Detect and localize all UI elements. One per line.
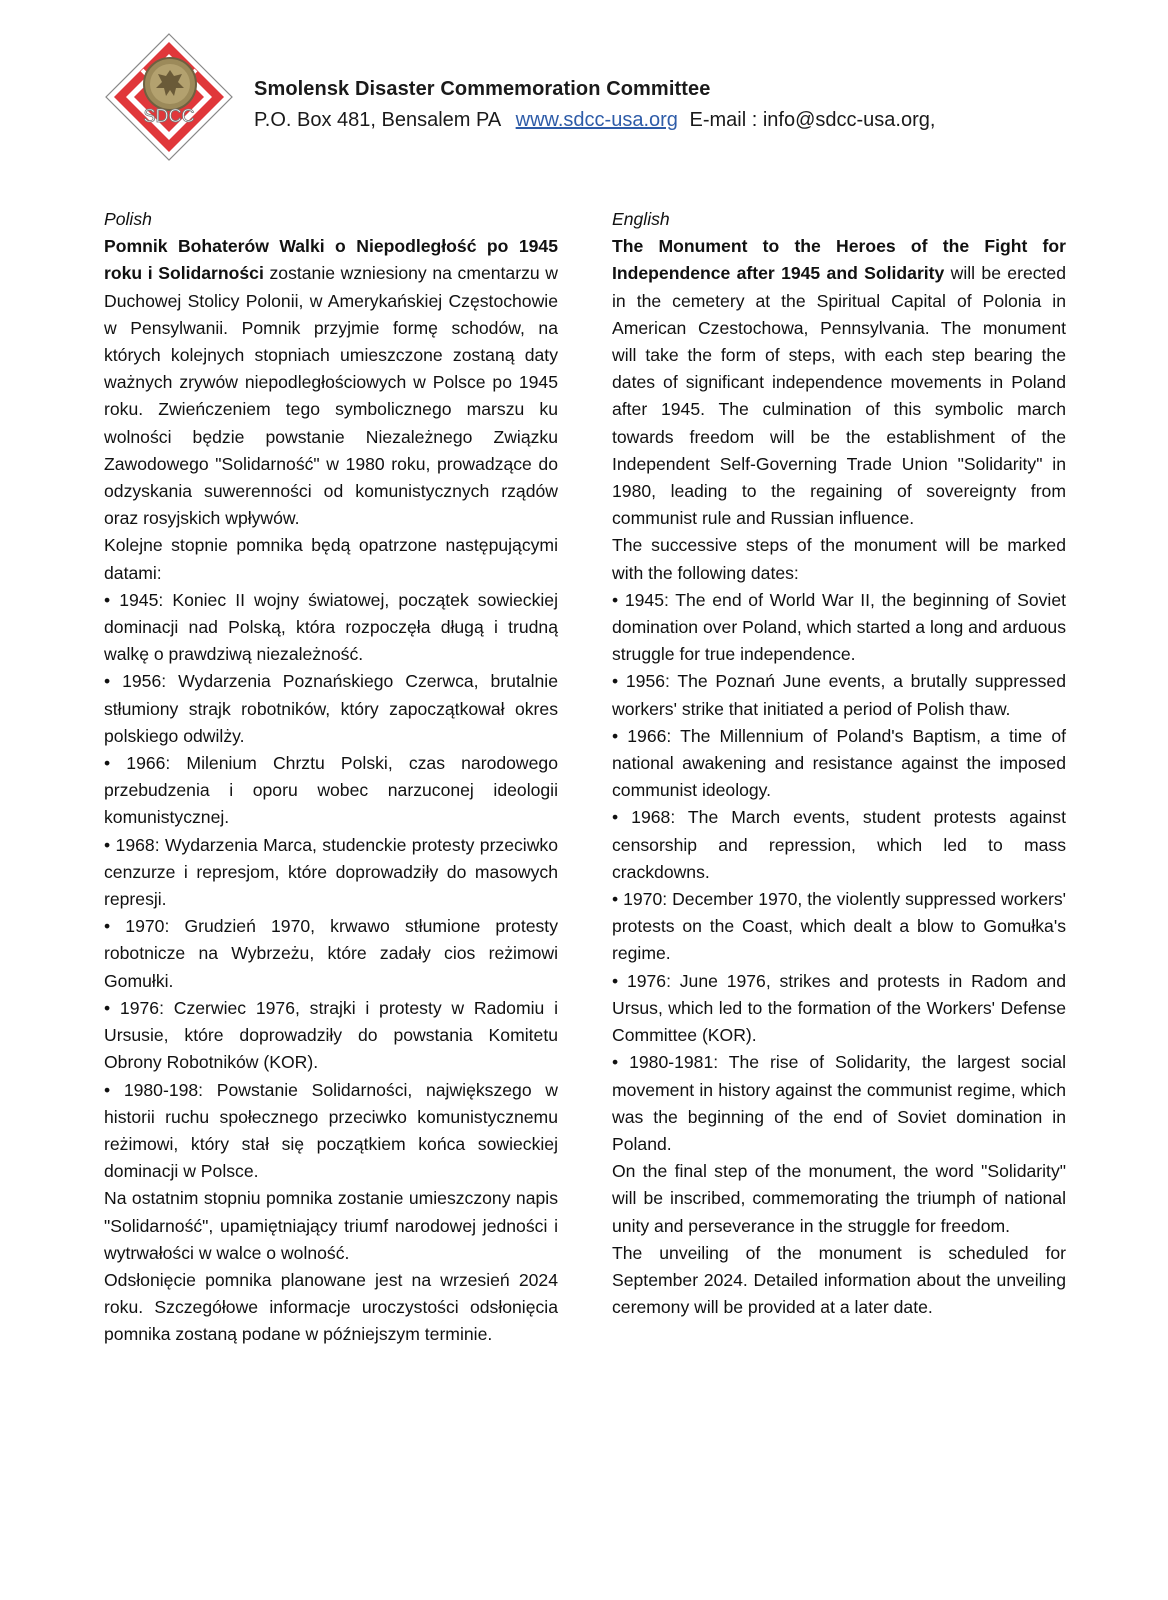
org-contact: [254, 109, 935, 132]
logo-text: SDCC: [143, 106, 195, 126]
polish-column: [104, 206, 558, 1349]
list-item: • 1966: Milenium Chrztu Polski, czas narodowego przebudzenia i oporu wobec narzuconej ideologii komunistycznej.: [104, 753, 558, 828]
language-label: Polish: [104, 209, 152, 229]
monument-title: Pomnik Bohaterów Walki o Niepodległość po 1945 roku i Solidarności: [104, 236, 558, 284]
unveiling-paragraph: Odsłonięcie pomnika planowane jest na wrzesień 2024 roku. Szczegółowe informacje uroczystości odsłonięcia pomnika zostaną podane w późniejszym terminie.: [104, 1269, 558, 1345]
sdcc-logo: [104, 32, 234, 162]
intro-paragraph: [104, 233, 558, 532]
final-step-paragraph: Na ostatnim stopniu pomnika zostanie umieszczony napis "Solidarność", upamiętniający triumf narodowej jedności i wytrwałości w walce o wolność.: [104, 1188, 558, 1263]
intro-text: zostanie wzniesiony na cmentarzu w Duchowej Stolicy Polonii, w Amerykańskiej Częstochowie w Pensylwanii. Pomnik przyjmie formę schodów, na których kolejnych stopniach umieszczone zostaną daty ważnych zrywów niepodległościowych w Polsce po 1945 roku. Zwieńczeniem tego symbolicznego marszu ku wolności będzie powstanie Niezależnego Związku Zawodowego "Solidarność" w 1980 roku, prowadzące do odzyskania suwerenności od komunistycznych rządów oraz rosyjskich wpływów.: [104, 263, 558, 529]
email-address: E-mail : info@sdcc-usa.org,: [689, 109, 936, 131]
intro-paragraph: [612, 233, 1066, 532]
list-item: • 1956: Wydarzenia Poznańskiego Czerwca, brutalnie stłumiony strajk robotników, który zapoczątkował okres polskiego odwilży.: [104, 671, 558, 746]
postal-address: P.O. Box 481, Bensalem PA: [254, 109, 501, 131]
list-item: • 1956: The Poznań June events, a brutally suppressed workers' strike that initiated a period of Polish thaw.: [612, 671, 1066, 719]
list-item: • 1970: Grudzień 1970, krwawo stłumione protesty robotnicze na Wybrzeżu, które zadały cios reżimowi Gomułki.: [104, 916, 558, 991]
list-item: • 1968: The March events, student protests against censorship and repression, which led to mass crackdowns.: [612, 807, 1066, 882]
list-item: • 1945: The end of World War II, the beginning of Soviet domination over Poland, which started a long and arduous struggle for true independence.: [612, 589, 1066, 665]
english-column: [612, 206, 1066, 1321]
org-name: Smolensk Disaster Commemoration Committee: [254, 78, 711, 100]
list-item: • 1966: The Millennium of Poland's Baptism, a time of national awakening and resistance against the imposed communist ideology.: [612, 725, 1066, 801]
list-item: • 1970: December 1970, the violently suppressed workers' protests on the Coast, which dealt a blow to Gomułka's regime.: [612, 889, 1066, 964]
list-item: • 1976: June 1976, strikes and protests in Radom and Ursus, which led to the formation of the Workers' Defense Committee (KOR).: [612, 970, 1066, 1046]
final-step-paragraph: On the final step of the monument, the word "Solidarity" will be inscribed, commemorating the triumph of national unity and perseverance in the struggle for freedom.: [612, 1161, 1066, 1236]
language-label: English: [612, 209, 670, 229]
letterhead: [104, 32, 1004, 162]
intro-text: will be erected in the cemetery at the Spiritual Capital of Polonia in American Czestochowa, Pennsylvania. The monument will take the form of steps, with each step bearing the dates of significant independence movements in Poland after 1945. The culmination of this symbolic march towards freedom will be the establishment of the Independent Self-Governing Trade Union "Solidarity" in 1980, leading to the regaining of sovereignty from communist rule and Russian influence.: [612, 263, 1066, 529]
unveiling-paragraph: The unveiling of the monument is scheduled for September 2024. Detailed information about the unveiling ceremony will be provided at a later date.: [612, 1242, 1066, 1318]
list-item: • 1945: Koniec II wojny światowej, początek sowieckiej dominacji nad Polską, która rozpoczęła długą i trudną walkę o prawdziwą niezależność.: [104, 589, 558, 665]
monument-title: The Monument to the Heroes of the Fight for Independence after 1945 and Solidarity: [612, 236, 1066, 284]
steps-intro: The successive steps of the monument will be marked with the following dates:: [612, 535, 1066, 583]
org-info: [254, 78, 935, 132]
list-item: • 1968: Wydarzenia Marca, studenckie protesty przeciwko cenzurze i represjom, które doprowadziły do masowych represji.: [104, 834, 558, 910]
list-item: • 1980-1981: The rise of Solidarity, the largest social movement in history against the communist regime, which was the beginning of the end of Soviet domination in Poland.: [612, 1052, 1066, 1154]
list-item: • 1980-198: Powstanie Solidarności, największego w historii ruchu społecznego przeciwko komunistycznemu reżimowi, który stał się początkiem końca sowieckiej dominacji w Polsce.: [104, 1079, 558, 1182]
steps-intro: Kolejne stopnie pomnika będą opatrzone następującymi datami:: [104, 535, 558, 583]
list-item: • 1976: Czerwiec 1976, strajki i protesty w Radomiu i Ursusie, które doprowadziły do powstania Komitetu Obrony Robotników (KOR).: [104, 997, 558, 1073]
website-link[interactable]: www.sdcc-usa.org: [515, 109, 678, 131]
